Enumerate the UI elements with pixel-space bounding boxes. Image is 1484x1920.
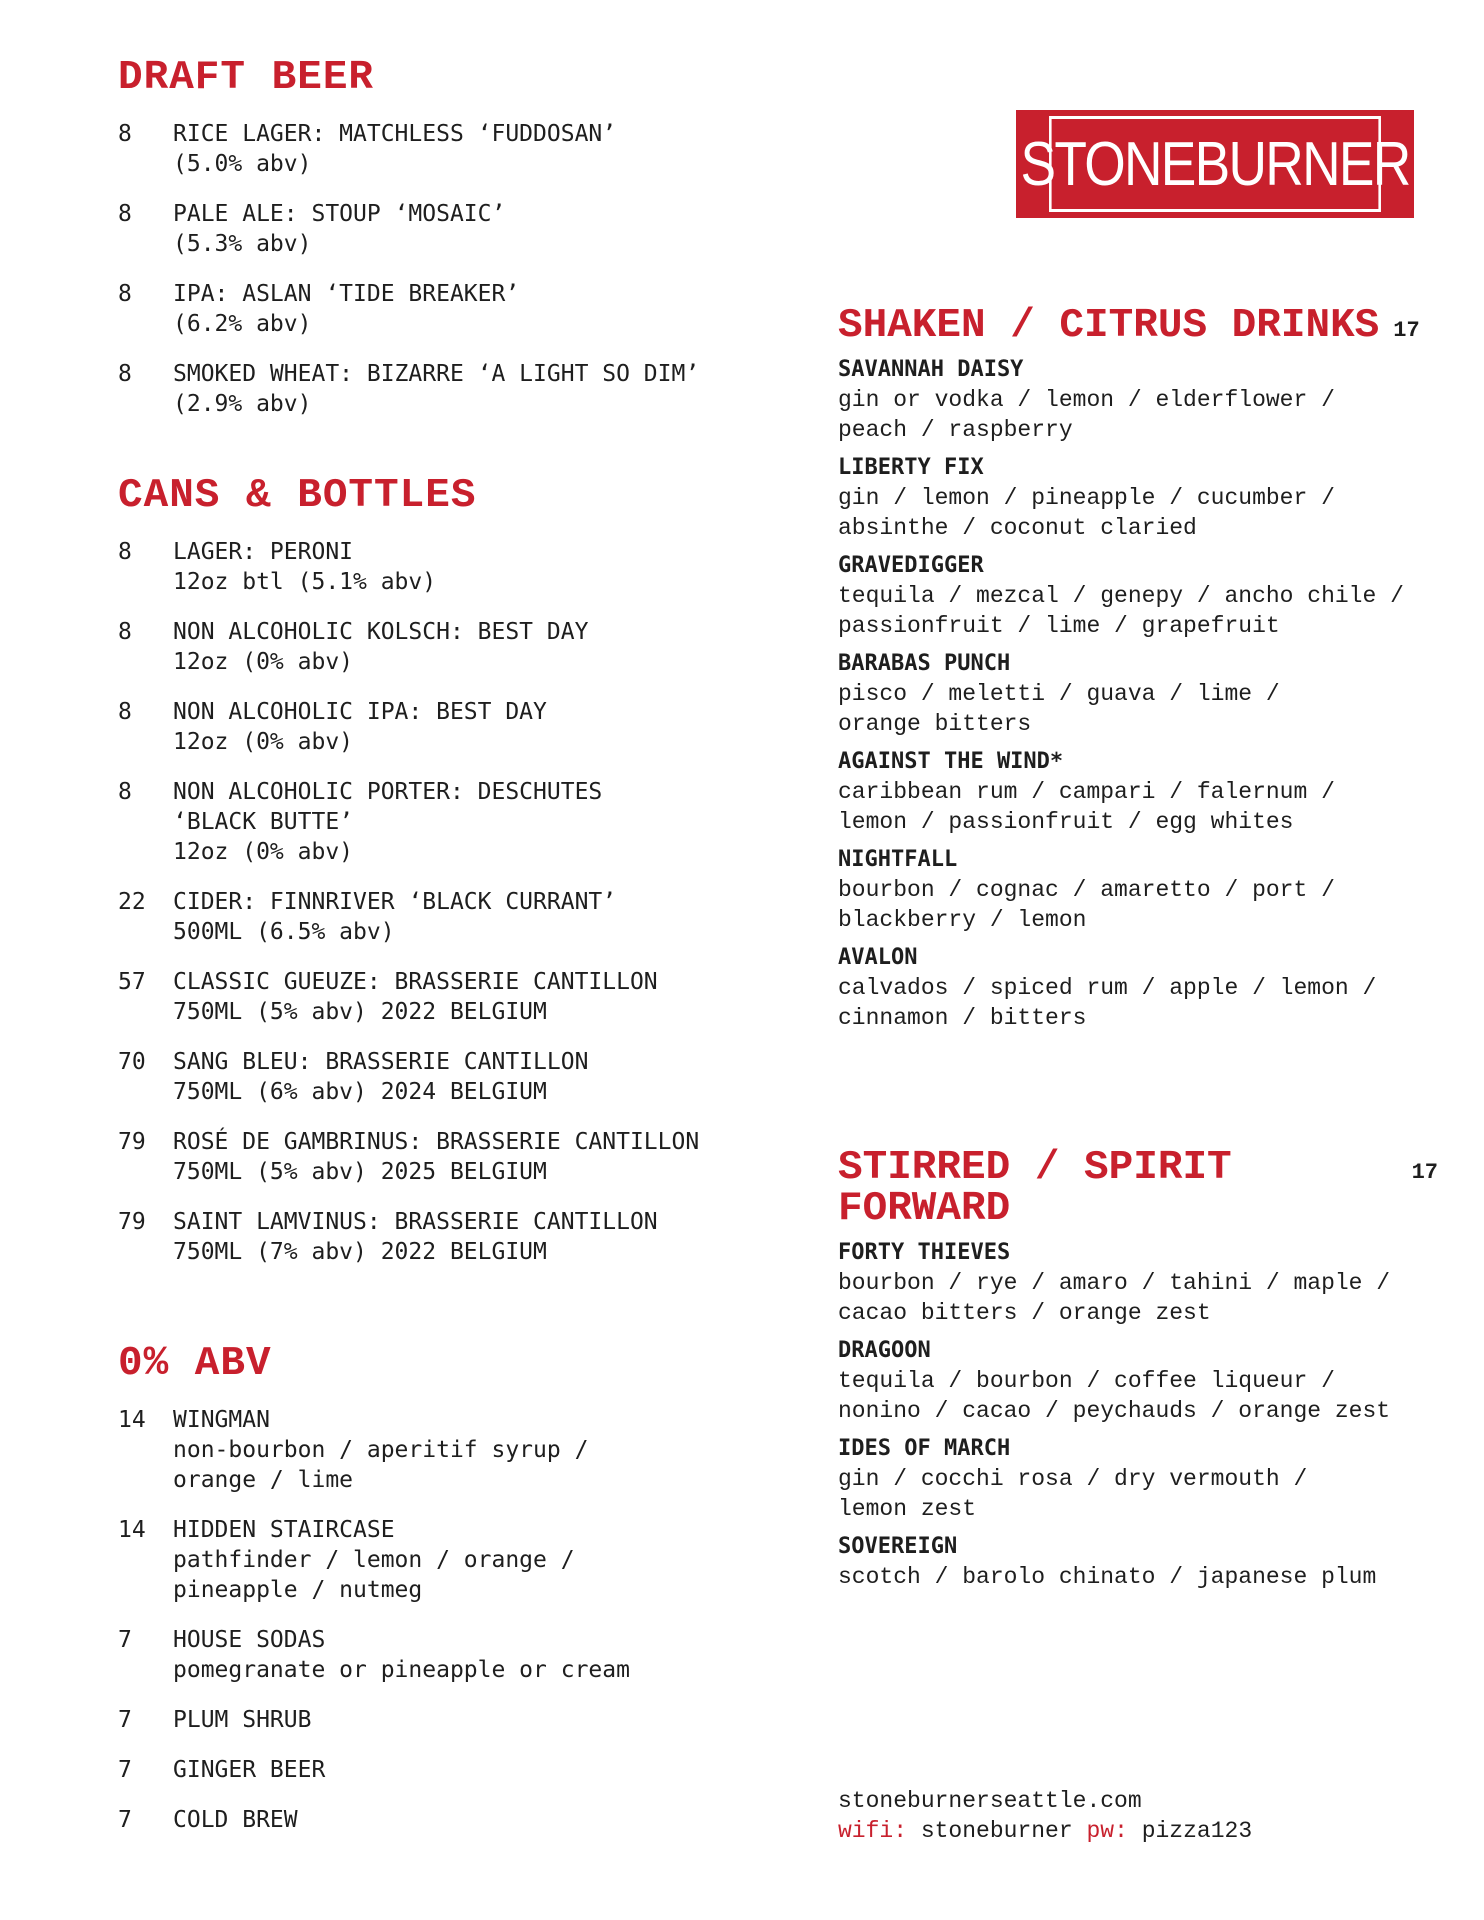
menu-item [118,199,738,259]
shaken-title-text: SHAKEN / CITRUS DRINKS [838,303,1380,349]
stirred-drinks [838,1238,1438,1592]
cocktail-ingredients: gin / lemon / pineapple / cucumber / absinthe / coconut claried [838,485,1335,541]
item-description: CIDER: FINNRIVER ‘BLACK CURRANT’ 500ML (6.5% abv) [173,889,617,945]
item-description: NON ALCOHOLIC PORTER: DESCHUTES ‘BLACK BUTTE’ 12oz (0% abv) [173,779,603,865]
section-title-draft-beer: DRAFT BEER [118,55,375,101]
cocktail-name: DRAGOON [838,1338,931,1363]
section-title-zero-abv: 0% ABV [118,1341,272,1387]
item-price: 14 [118,1407,146,1433]
cocktail-item [838,649,1438,739]
item-description: HIDDEN STAIRCASE pathfinder / lemon / orange / pineapple / nutmeg [173,1517,575,1603]
item-price: 8 [118,361,132,387]
item-price: 8 [118,699,132,725]
cocktail-name: SOVEREIGN [838,1534,958,1559]
menu-item [118,1755,738,1785]
item-price: 22 [118,889,146,915]
menu-item [118,777,738,867]
cocktail-name: NIGHTFALL [838,847,958,872]
website-link[interactable]: stoneburnerseattle.com [838,1788,1142,1814]
cocktail-name: IDES OF MARCH [838,1436,1011,1461]
menu-item [118,887,738,947]
wifi-name: stoneburner [920,1818,1073,1844]
item-description: WINGMAN non-bourbon / aperitif syrup / orange / lime [173,1407,589,1493]
item-price: 14 [118,1517,146,1543]
stirred-title-text: STIRRED / SPIRIT FORWARD [838,1145,1232,1232]
shaken-section [838,303,1438,1033]
cocktail-ingredients: bourbon / cognac / amaretto / port / blackberry / lemon [838,877,1335,933]
menu-item [118,1127,738,1187]
item-price: 79 [118,1209,146,1235]
section-title-shaken [838,303,1438,349]
footer [838,1786,1252,1846]
stirred-price: 17 [1411,1160,1438,1185]
menu-item [118,1625,738,1685]
cocktail-ingredients: pisco / meletti / guava / lime / orange bitters [838,681,1280,737]
item-description: SMOKED WHEAT: BIZARRE ‘A LIGHT SO DIM’ (2.9% abv) [173,361,700,417]
cocktail-name: LIBERTY FIX [838,455,984,480]
item-description: SAINT LAMVINUS: BRASSERIE CANTILLON 750ML (7% abv) 2022 BELGIUM [173,1209,658,1265]
cocktail-ingredients: tequila / mezcal / genepy / ancho chile / passionfruit / lime / grapefruit [838,583,1404,639]
item-price: 7 [118,1627,132,1653]
draft-beer-section [118,55,738,476]
section-title-stirred [838,1145,1438,1232]
menu-item [118,1405,738,1495]
item-description: RICE LAGER: MATCHLESS ‘FUDDOSAN’ (5.0% abv) [173,121,617,177]
cocktail-ingredients: gin or vodka / lemon / elderflower / peach / raspberry [838,387,1335,443]
cocktail-name: FORTY THIEVES [838,1240,1011,1265]
cocktail-ingredients: calvados / spiced rum / apple / lemon / cinnamon / bitters [838,975,1377,1031]
item-price: 8 [118,121,132,147]
wifi-password: pizza123 [1141,1818,1253,1844]
pw-label: pw: [1086,1818,1128,1844]
item-description: NON ALCOHOLIC KOLSCH: BEST DAY 12oz (0% abv) [173,619,589,675]
item-description: CLASSIC GUEUZE: BRASSERIE CANTILLON 750ML (5% abv) 2022 BELGIUM [173,969,658,1025]
menu-item [118,617,738,677]
cocktail-ingredients: gin / cocchi rosa / dry vermouth / lemon zest [838,1466,1308,1522]
cocktail-item [838,453,1438,543]
cocktail-name: SAVANNAH DAISY [838,357,1024,382]
cocktail-ingredients: caribbean rum / campari / falernum / lemon / passionfruit / egg whites [838,779,1335,835]
shaken-price: 17 [1393,318,1420,343]
item-description: COLD BREW [173,1807,298,1833]
cocktail-ingredients: bourbon / rye / amaro / tahini / maple / cacao bitters / orange zest [838,1270,1391,1326]
cans-bottles-section [118,473,738,1344]
item-description: GINGER BEER [173,1757,326,1783]
item-description: LAGER: PERONI 12oz btl (5.1% abv) [173,539,437,595]
item-description: SANG BLEU: BRASSERIE CANTILLON 750ML (6% abv) 2024 BELGIUM [173,1049,589,1105]
wifi-info [838,1816,1252,1846]
wifi-label: wifi: [838,1818,908,1844]
item-price: 8 [118,779,132,805]
item-price: 7 [118,1757,132,1783]
menu-item [118,1705,738,1735]
stoneburner-logo [1016,110,1414,218]
cocktail-item [838,747,1438,837]
item-price: 57 [118,969,146,995]
item-price: 70 [118,1049,146,1075]
item-price: 7 [118,1807,132,1833]
item-description: NON ALCOHOLIC IPA: BEST DAY 12oz (0% abv) [173,699,547,755]
cocktail-item [838,355,1438,445]
menu-item [118,119,738,179]
menu-item [118,359,738,419]
menu-item [118,1047,738,1107]
item-price: 79 [118,1129,146,1155]
item-price: 8 [118,539,132,565]
item-price: 8 [118,619,132,645]
item-description: ROSÉ DE GAMBRINUS: BRASSERIE CANTILLON 750ML (5% abv) 2025 BELGIUM [173,1129,700,1185]
zero-abv-list [118,1405,738,1835]
cocktail-item [838,845,1438,935]
stirred-section [838,1145,1438,1592]
cocktail-name: GRAVEDIGGER [838,553,984,578]
menu-item [118,697,738,757]
logo-text: STONEBURNER [1049,116,1381,212]
cocktail-name: BARABAS PUNCH [838,651,1011,676]
cans-bottles-list [118,537,738,1267]
menu-item [118,1515,738,1605]
item-price: 7 [118,1707,132,1733]
menu-item [118,279,738,339]
zero-abv-section [118,1341,738,1835]
menu-item [118,1207,738,1267]
cocktail-item [838,1238,1438,1328]
item-description: PLUM SHRUB [173,1707,312,1733]
menu-item [118,1805,738,1835]
cocktail-item [838,1434,1438,1524]
cocktail-item [838,551,1438,641]
menu-item [118,537,738,597]
menu-item [118,967,738,1027]
cocktail-item [838,1336,1438,1426]
cocktail-name: AGAINST THE WIND* [838,749,1064,774]
cocktail-item [838,1532,1438,1592]
item-price: 8 [118,281,132,307]
item-description: PALE ALE: STOUP ‘MOSAIC’ (5.3% abv) [173,201,506,257]
cocktail-item [838,943,1438,1033]
cocktail-ingredients: scotch / barolo chinato / japanese plum [838,1564,1377,1590]
item-price: 8 [118,201,132,227]
section-title-cans-bottles: CANS & BOTTLES [118,473,477,519]
item-description: IPA: ASLAN ‘TIDE BREAKER’ (6.2% abv) [173,281,520,337]
cocktail-ingredients: tequila / bourbon / coffee liqueur / nonino / cacao / peychauds / orange zest [838,1368,1391,1424]
cocktail-name: AVALON [838,945,918,970]
draft-beer-list [118,119,738,419]
item-description: HOUSE SODAS pomegranate or pineapple or cream [173,1627,630,1683]
left-column [118,55,738,1835]
shaken-drinks [838,355,1438,1033]
